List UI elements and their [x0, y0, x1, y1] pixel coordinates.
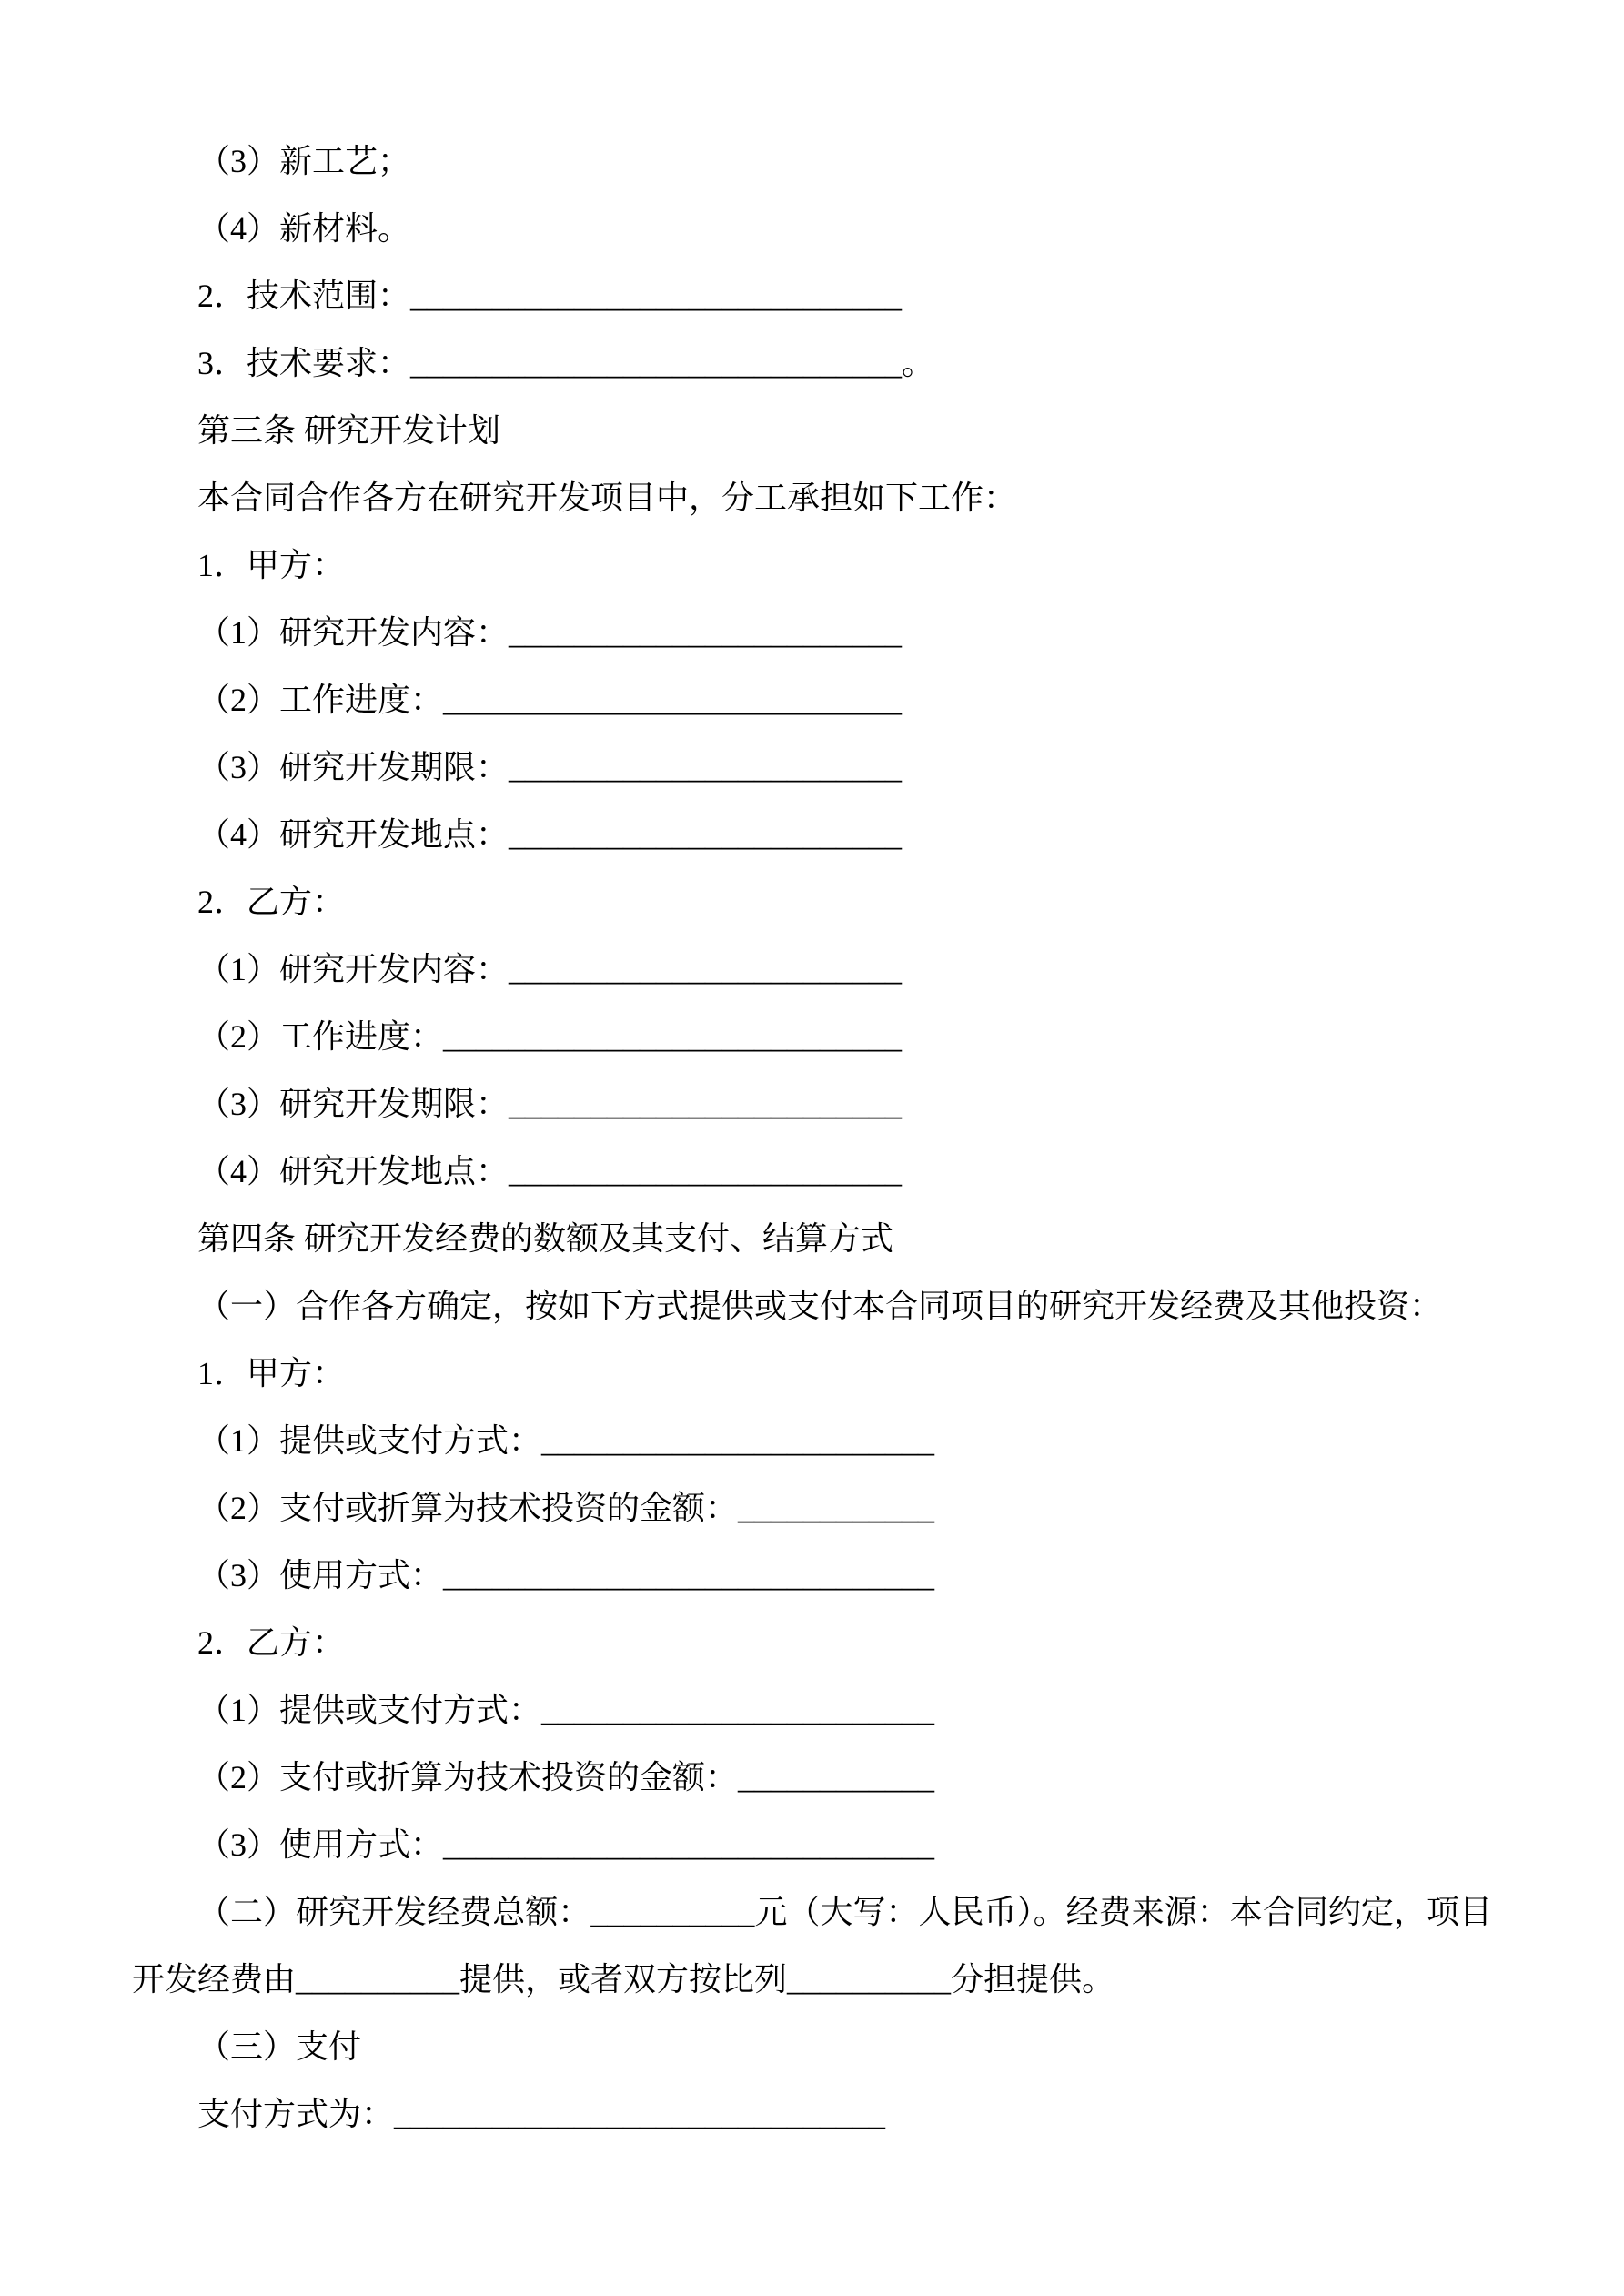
doc-line-blank: （4）研究开发地点：________________________	[197, 816, 903, 853]
doc-line: 2．乙方：	[197, 1624, 346, 1661]
doc-line: 本合同合作各方在研究开发项目中，分工承担如下工作：	[197, 480, 1017, 516]
doc-line: （三）支付	[197, 2028, 362, 2065]
doc-line-blank: （3）研究开发期限：________________________	[197, 749, 903, 785]
doc-line: 1．甲方：	[197, 547, 346, 583]
doc-line-blank: 3．技术要求：______________________________。	[197, 345, 935, 381]
doc-line-blank: 支付方式为：______________________________	[197, 2096, 886, 2132]
doc-line-blank: （3）使用方式：______________________________	[197, 1557, 935, 1593]
doc-line-blank: （4）研究开发地点：________________________	[197, 1153, 903, 1189]
doc-line: （3）新工艺；	[197, 143, 411, 179]
section-heading: 第三条 研究开发计划	[197, 412, 501, 449]
doc-line-blank: （3）研究开发期限：________________________	[197, 1086, 903, 1122]
doc-line-blank: （1）提供或支付方式：________________________	[197, 1692, 935, 1728]
doc-line: （4）新材料。	[197, 210, 411, 247]
doc-line-blank: （1）提供或支付方式：________________________	[197, 1422, 935, 1459]
section-heading: 第四条 研究开发经费的数额及其支付、结算方式	[197, 1220, 894, 1257]
doc-line: （一）合作各方确定，按如下方式提供或支付本合同项目的研究开发经费及其他投资：	[197, 1288, 1443, 1324]
doc-line: （二）研究开发经费总额：__________元（大写：人民币）。经费来源：本合同约定，项目开发经费由__________提供，或者双方按比列__________分担提供。	[132, 1894, 1492, 1998]
doc-line-blank: （2）工作进度：____________________________	[197, 682, 903, 718]
doc-line-blank: 2．技术范围：______________________________	[197, 278, 903, 314]
doc-line-blank: （1）研究开发内容：________________________	[197, 951, 903, 987]
doc-line-blank: （2）支付或折算为技术投资的金额：____________	[197, 1490, 935, 1526]
doc-line-blank: （2）工作进度：____________________________	[197, 1018, 903, 1055]
doc-line-blank: （2）支付或折算为技术投资的金额：____________	[197, 1759, 935, 1795]
doc-line: 2．乙方：	[197, 884, 346, 920]
doc-line-blank: （3）使用方式：______________________________	[197, 1826, 935, 1863]
doc-line-blank: （1）研究开发内容：________________________	[197, 614, 903, 651]
doc-line: 1．甲方：	[197, 1355, 346, 1391]
